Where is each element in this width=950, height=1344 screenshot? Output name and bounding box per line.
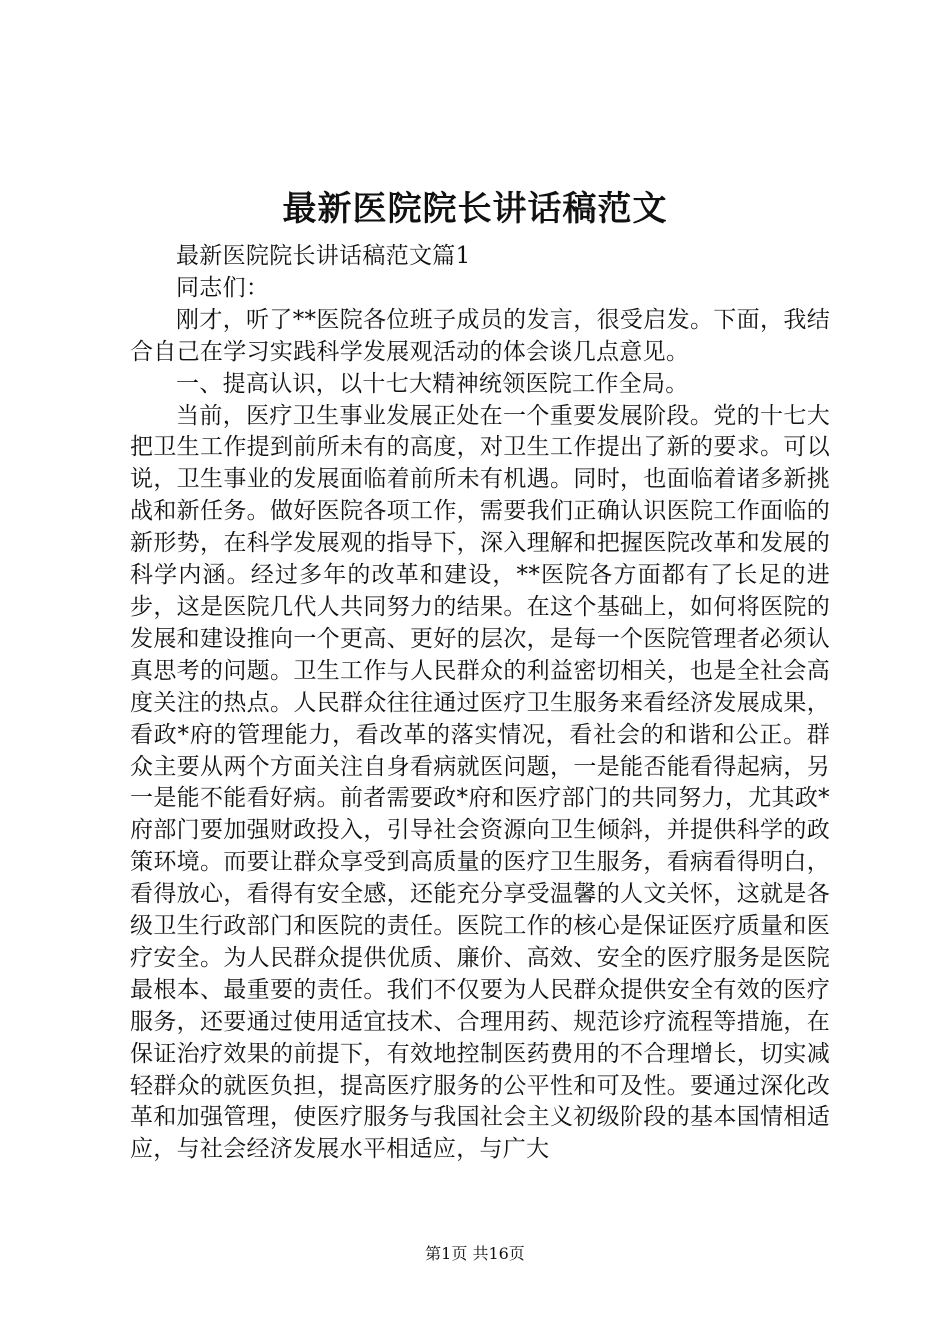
paragraph: 当前，医疗卫生事业发展正处在一个重要发展阶段。党的十七大把卫生工作提到前所未有的高度，对卫生工作提出了新的要求。可以说，卫生事业的发展面临着前所未有机遇。同时，也面临着诸多新挑战和新任务。做好医院各项工作，需要我们正确认识医院工作面临的新形势，在科学发展观的指导下，深入理解和把握医院改革和发展的科学内涵。经过多年的改革和建设，**医院各方面都有了长足的进步，这是医院几代人共同努力的结果。在这个基础上，如何将医院的发展和建设推向一个更高、更好的层次，是每一个医院管理者必须认真思考的问题。卫生工作与人民群众的利益密切相关，也是全社会高度关注的热点。人民群众往往通过医疗卫生服务来看经济发展成果，看政*府的管理能力，看改革的落实情况，看社会的和谐和公正。群众主要从两个方面关注自身看病就医问题，一是能否能看得起病，另一是能不能看好病。前者需要政*府和医疗部门的共同努力，尤其政*府部门要加强财政投入，引导社会资源向卫生倾斜，并提供科学的政策环境。而要让群众享受到高质量的医疗卫生服务，看病看得明白，看得放心，看得有安全感，还能充分享受温馨的人文关怀，这就是各级卫生行政部门和医院的责任。医院工作的核心是保证医疗质量和医疗安全。为人民群众提供优质、廉价、高效、安全的医疗服务是医院最根本、最重要的责任。我们不仅要为人民群众提供安全有效的医疗服务，还要通过使用适宜技术、合理用药、规范诊疗流程等措施，在保证治疗效果的前提下，有效地控制医药费用的不合理增长，切实减轻群众的就医负担，提高医疗服务的公平性和可及性。要通过深化改革和加强管理，使医疗服务与我国社会主义初级阶段的基本国情相适应，与社会经济发展水平相适应，与广大 [130, 402, 830, 1163]
page-footer: 第1页 共16页 [425, 1244, 525, 1263]
subheading: 一、提高认识，以十七大精神统领医院工作全局。 [176, 370, 689, 397]
document-title: 最新医院院长讲话稿范文 [282, 189, 668, 229]
section-heading: 最新医院院长讲话稿范文篇1 [176, 243, 471, 269]
paragraph: 刚才，听了**医院各位班子成员的发言，很受启发。下面，我结合自己在学习实践科学发展观活动的体会谈几点意见。 [130, 306, 830, 365]
document-body [130, 241, 830, 1166]
salutation: 同志们： [176, 274, 270, 301]
